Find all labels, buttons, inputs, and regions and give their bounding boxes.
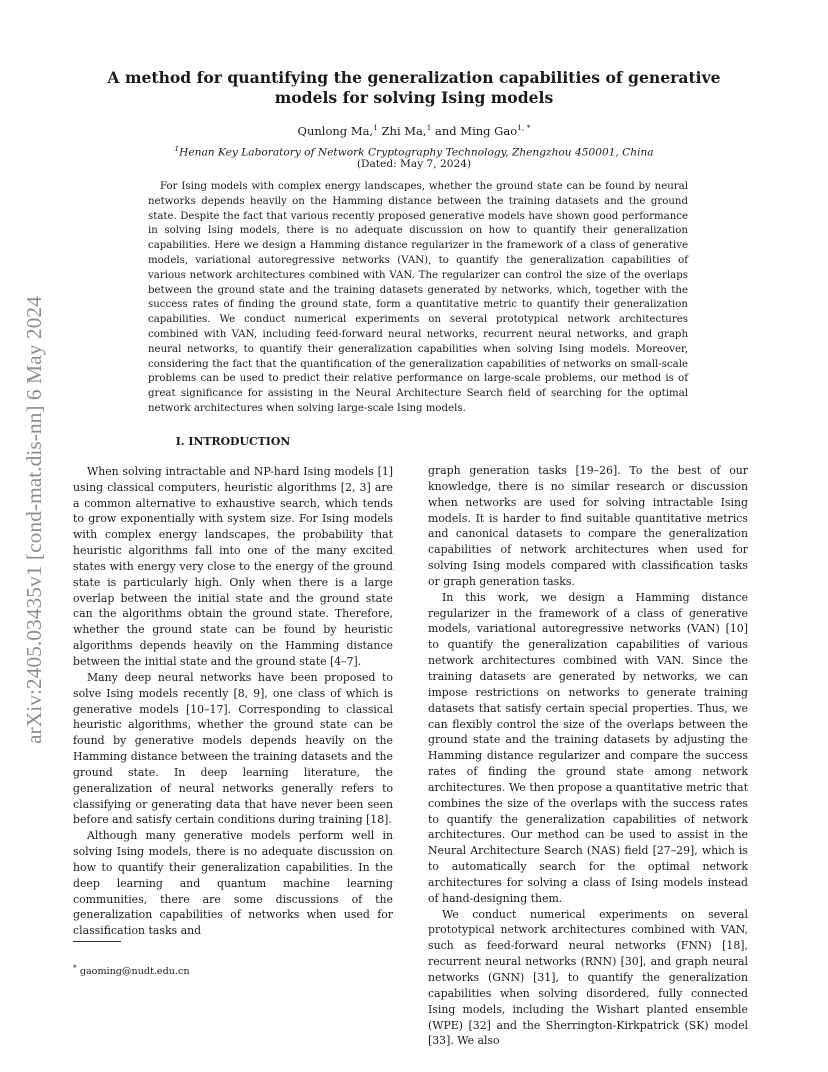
footnote-rule xyxy=(73,941,121,942)
left-column xyxy=(73,434,393,939)
author-name: Qunlong Ma, xyxy=(297,123,374,138)
author-affiliation-mark: 1, * xyxy=(517,123,531,132)
body-paragraph: Although many generative models perform well in solving Ising models, there is no adequate discussion on how to quantify their generalization capabilities. In the deep learning and quantum machine learning communities, there are some discussions of the generalization capabilities of networks when used for classification tasks and xyxy=(73,829,393,938)
author-name: Zhi Ma, xyxy=(381,123,427,138)
section-heading: I. INTRODUCTION xyxy=(175,435,291,448)
abstract: For Ising models with complex energy landscapes, whether the ground state can be found by neural networks depends heavily on the Hamming distance between the training datasets and the ground state. Despite the fact that various recently proposed generative models have shown good performance in solving Ising models, there is no adequate discussion on how to quantify their generalization capabilities. Here we design a Hamming distance regularizer in the framework of a class of generative models, variational autoregressive networks (VAN), to quantify the generalization capabilities of various network architectures combined with VAN. The regularizer can control the size of the overlaps between the ground state and the training datasets generated by networks, which, together with the success rates of finding the ground state, form a quantitative metric to quantify their generalization capabilities. We conduct numerical experiments on several prototypical network architectures combined with VAN, including feed-forward neural networks, recurrent neural networks, and graph neural networks, to quantify their generalization capabilities when solving Ising models. Moreover, considering the fact that the quantification of the generalization capabilities of networks on small-scale problems can be used to predict their relative performance on large-scale problems, our method is of great significance for assisting in the Neural Architecture Search field of searching for the optimal network architectures when solving large-scale Ising models. xyxy=(148,181,688,414)
date-line: (Dated: May 7, 2024) xyxy=(356,158,472,170)
body-paragraph: We conduct numerical experiments on several prototypical network architectures combined with VAN, such as feed-forward neural networks (FNN) [18], recurrent neural networks (RNN) [30], and graph neural networks (GNN) [31], to quantify the generalization capabilities when solving disordered, fully connected Ising models, including the Wishart planted ensemble (WPE) [32] and the Sherrington-Kirkpatrick (SK) model [33]. We also xyxy=(428,907,748,1048)
body-paragraph: graph generation tasks [19–26]. To the best of our knowledge, there is no similar research or discussion when networks are used for solving intractable Ising models. It is harder to find suitable quantitative metrics and canonical datasets to compare the generalization capabilities of network architectures when used for solving Ising models compared with classification tasks or graph generation tasks. xyxy=(428,464,748,588)
footnote xyxy=(73,963,190,977)
body-paragraph: In this work, we design a Hamming distance regularizer in the framework of a class of generative models, variational autoregressive networks (VAN) [10] to quantify the generalization capabilities of various network architectures combined with VAN. Since the training datasets are generated by networks, we can impose restrictions on networks to generate training datasets that satisfy certain special properties. Thus, we can flexibly control the size of the overlaps between the ground state and the training datasets by adjusting the Hamming distance regularizer and compare the success rates of finding the ground state among network architectures. We then propose a quantitative metric that combines the size of the overlaps with the success rates to quantify the generalization capabilities of network architectures. Our method can be used to assist in the Neural Architecture Search (NAS) field [27–29], which is to automatically search for the optimal network architectures for solving a class of Ising models instead of hand-designing them. xyxy=(428,590,748,905)
footnote-email: gaoming@nudt.edu.cn xyxy=(79,966,190,978)
body-paragraph: When solving intractable and NP-hard Ising models [1] using classical computers, heuristic algorithms [2, 3] are a common alternative to exhaustive search, which tends to grow exponentially with system size. For Ising models with complex energy landscapes, the probability that heuristic algorithms fall into one of the many excited states with energy very close to the energy of the ground state is particularly high. Only when there is a large overlap between the initial state and the ground state can the algorithms obtain the ground state. Therefore, whether the ground state can be found by heuristic algorithms depends heavily on the Hamming distance between the initial state and the ground state [4–7]. xyxy=(73,464,393,668)
author-affiliation-mark: 1 xyxy=(426,123,432,132)
body-paragraph: Many deep neural networks have been proposed to solve Ising models recently [8, 9], one class of which is generative models [10–17]. Corresponding to classical heuristic algorithms, whether the ground state can be found by generative models depends heavily on the Hamming distance between the training datasets and the ground state. In deep learning literature, the generalization of neural networks generally refers to classifying or generating data that have never been seen before and satisfy certain conditions during training [18]. xyxy=(73,670,393,827)
footnote-marker: * xyxy=(73,963,77,972)
arxiv-identifier: arXiv:2405.03435v1 [cond-mat.dis-nn] 6 May 2024 xyxy=(22,296,46,744)
affiliation-text: Henan Key Laboratory of Network Cryptography Technology, Zhengzhou 450001, China xyxy=(179,146,654,159)
affiliation xyxy=(100,144,728,159)
author-list xyxy=(100,123,728,138)
paper-title: A method for quantifying the generalization capabilities of generative models for solving Ising models xyxy=(107,68,721,107)
right-column xyxy=(428,463,748,1049)
author-affiliation-mark: 1 xyxy=(373,123,378,132)
author-name: and Ming Gao xyxy=(435,123,518,138)
affiliation-mark: 1 xyxy=(174,144,180,153)
